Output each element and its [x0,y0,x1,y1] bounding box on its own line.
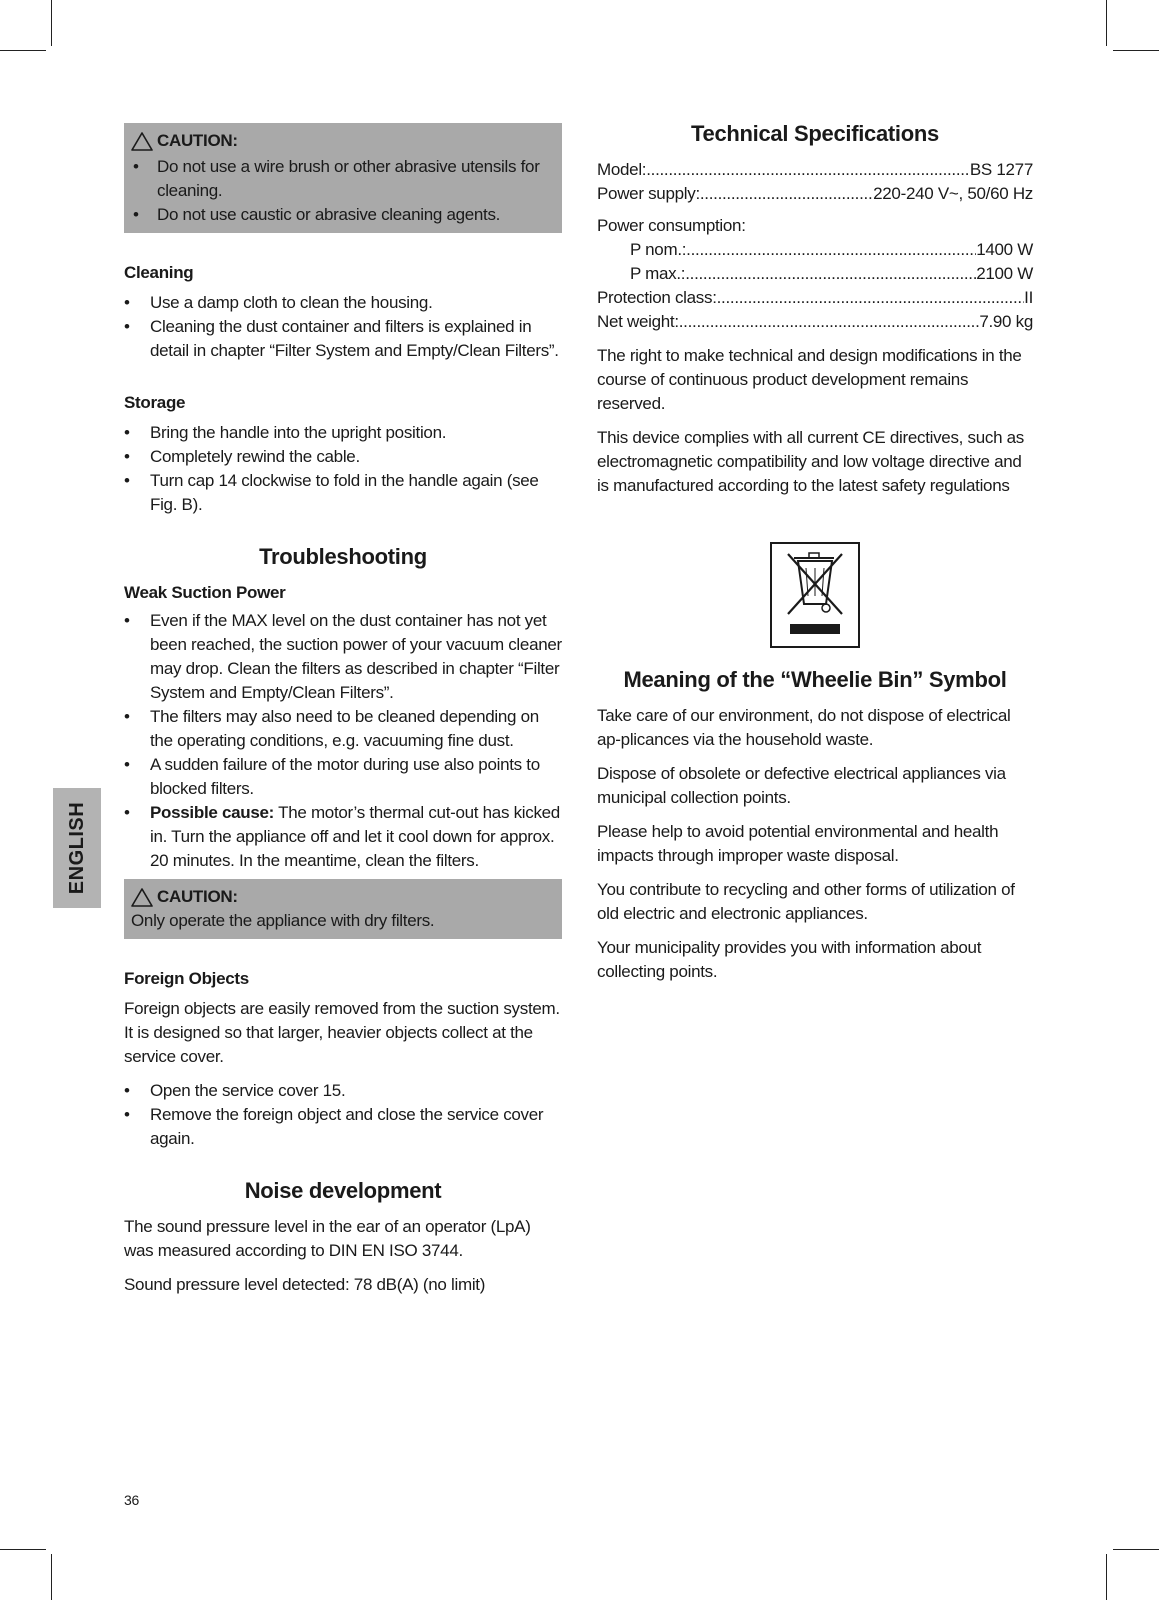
list-item: • Remove the foreign object and close the service cover again. [124,1103,562,1151]
spec-value: 1400 W [976,240,1033,259]
caution-text: Only operate the appliance with dry filters. [131,911,435,930]
list-item: • Use a damp cloth to clean the housing. [124,291,562,315]
list-item: • Open the service cover 15. [124,1079,562,1103]
crop-mark [51,1554,52,1600]
caution-heading [131,129,555,153]
spec-power-supply [597,182,1033,206]
list-item: • The filters may also need to be cleaned depending on the operating conditions, e.g. vacuuming fine dust. [124,705,562,753]
crop-mark [1106,1554,1107,1600]
spec-value: 7.90 kg [979,312,1033,331]
list-item: • Turn cap 14 clockwise to fold in the handle again (see Fig. B). [124,469,562,517]
noise-paragraph: The sound pressure level in the ear of an operator (LpA) was measured according to DIN EN ISO 3744. [124,1217,531,1260]
specs-paragraph: This device complies with all current CE directives, such as electromagnetic compatibility and low voltage directive and is manufactured according to the latest safety regulations [597,428,1024,495]
warning-triangle-icon [131,888,153,907]
spec-p-max [597,262,1033,286]
language-tab-label: ENGLISH [66,801,88,895]
wheelie-paragraph: Please help to avoid potential environmental and health impacts through improper waste disposal. [597,822,999,865]
spec-p-nom [597,238,1033,262]
wheelie-paragraph: Take care of our environment, do not dispose of electrical ap-plicances via the household waste. [597,706,1011,749]
spec-label: Model: [597,160,647,179]
wheelie-paragraph: Dispose of obsolete or defective electrical appliances via municipal collection points. [597,764,1006,807]
crop-mark [1113,1549,1159,1550]
list-item: • Completely rewind the cable. [124,445,562,469]
caution-heading [131,885,555,909]
troubleshooting-list [124,609,562,873]
cleaning-list [124,291,562,363]
spec-label: P nom.: [630,240,687,259]
list-item [124,801,562,873]
list-item: • Do not use caustic or abrasive cleaning agents. [131,203,555,227]
spec-value: II [1024,288,1033,307]
spec-power-consumption-label: Power consumption: [597,216,746,235]
crop-mark [1113,50,1159,51]
crop-mark [51,0,52,46]
noise-title: Noise development [244,1178,442,1203]
crossed-wheelie-bin-icon [770,542,860,648]
spec-value: 220-240 V~, 50/60 Hz [873,184,1033,203]
storage-heading: Storage [124,393,186,412]
list-item: • Even if the MAX level on the dust container has not yet been reached, the suction power of your vacuum cleaner may drop. Clean the filters as described in chapter “Filter System and Empty/Clean Filters”. [124,609,562,705]
warning-triangle-icon [131,132,153,151]
wheelie-paragraph: Your municipality provides you with information about collecting points. [597,938,982,981]
possible-cause-label: Possible cause: [150,803,275,822]
language-tab [53,788,101,908]
noise-paragraph: Sound pressure level detected: 78 dB(A) (no limit) [124,1275,486,1294]
weee-symbol-wrap [597,542,1033,648]
caution-box [124,123,562,233]
spec-label: Net weight: [597,312,679,331]
spec-label: Power supply: [597,184,700,203]
caution-box [124,879,562,939]
storage-list [124,421,562,517]
left-column [124,123,562,1307]
foreign-objects-text: Foreign objects are easily removed from the suction system. It is designed so that larger, heavier objects collect at the service cover. [124,999,560,1066]
spec-label: Protection class: [597,288,717,307]
weak-suction-heading: Weak Suction Power [124,583,286,602]
crop-mark [1106,0,1107,46]
wheelie-paragraph: You contribute to recycling and other forms of utilization of old electric and electronic appliances. [597,880,1015,923]
spec-protection-class [597,286,1033,310]
spec-model [597,158,1033,182]
cleaning-heading: Cleaning [124,263,194,282]
troubleshooting-title: Troubleshooting [259,544,427,569]
specs-title: Technical Specifications [691,121,939,146]
specs-paragraph: The right to make technical and design modifications in the course of continuous product development remains reserved. [597,346,1022,413]
spec-label: P max.: [630,264,686,283]
possible-cause-text: The motor’s thermal cut-out has kicked in. Turn the appliance off and let it cool down for approx. 20 minutes. In the meantime, clean the filters. [150,803,560,870]
foreign-objects-heading: Foreign Objects [124,969,249,988]
spec-value: BS 1277 [969,160,1033,179]
spec-net-weight [597,310,1033,334]
crop-mark [0,50,46,51]
spec-value: 2100 W [976,264,1033,283]
page-number: 36 [124,1492,139,1508]
caution-title: CAUTION: [157,131,238,150]
wheelie-bin-title: Meaning of the “Wheelie Bin” Symbol [623,667,1007,692]
list-item: • Cleaning the dust container and filters is explained in detail in chapter “Filter System and Empty/Clean Filters”. [124,315,562,363]
crop-mark [0,1549,46,1550]
right-column [597,120,1033,994]
list-item: • A sudden failure of the motor during use also points to blocked filters. [124,753,562,801]
foreign-objects-list [124,1079,562,1151]
list-item: • Do not use a wire brush or other abrasive utensils for cleaning. [131,155,555,203]
caution-list [131,155,555,227]
caution-title: CAUTION: [157,887,238,906]
list-item: • Bring the handle into the upright position. [124,421,562,445]
